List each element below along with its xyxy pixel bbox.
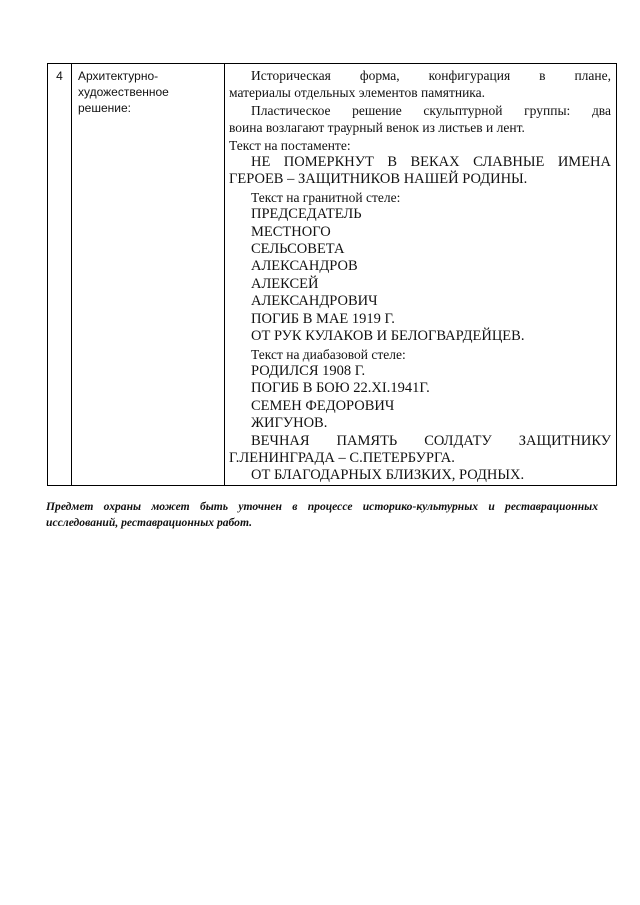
diabase-inscription-line: СЕМЕН ФЕДОРОВИЧ [251,397,395,414]
footnote: Предмет охраны может быть уточнен в процессе историко-культурных и реставрационных исследований, реставрационных работ. [46,499,598,529]
protection-subject-table [47,63,617,486]
granite-inscription-line: ПОГИБ В МАЕ 1919 Г. [251,310,395,327]
row-description [225,64,617,486]
row-name-line: художественное [78,85,169,99]
form-text-line: материалы отдельных элементов памятника. [229,85,486,101]
row-number: 4 [48,64,72,486]
pedestal-inscription-line: ГЕРОЕВ – ЗАЩИТНИКОВ НАШЕЙ РОДИНЫ. [229,171,528,188]
form-text-line: Историческая форма, конфигурация в плане, [251,68,611,83]
row-name-line: решение: [78,101,131,115]
granite-inscription-line: АЛЕКСАНДРОВ [251,258,358,275]
pedestal-inscription-line: НЕ ПОМЕРКНУТ В ВЕКАХ СЛАВНЫЕ ИМЕНА [251,154,611,171]
granite-inscription-line: АЛЕКСАНДРОВИЧ [251,293,378,310]
granite-inscription-line: АЛЕКСЕЙ [251,275,319,292]
eternal-memory-line: ВЕЧНАЯ ПАМЯТЬ СОЛДАТУ ЗАЩИТНИКУ [251,432,611,449]
diabase-inscription-line: ЖИГУНОВ. [251,415,328,432]
granite-stele-label: Текст на гранитной стеле: [251,189,401,205]
pedestal-label: Текст на постаменте: [229,137,351,153]
diabase-stele-label: Текст на диабазовой стеле: [251,346,406,362]
row-name-line: Архитектурно- [78,69,159,83]
row-name [72,64,225,486]
granite-inscription-line: СЕЛЬСОВЕТА [251,241,345,258]
granite-inscription-line: ПРЕДСЕДАТЕЛЬ [251,206,362,223]
sculpture-text-line: Пластическое решение скульптурной группы: два [251,102,611,118]
granite-inscription-line: ОТ РУК КУЛАКОВ И БЕЛОГВАРДЕЙЦЕВ. [251,328,525,345]
diabase-inscription-line: ПОГИБ В БОЮ 22.XI.1941Г. [251,380,430,397]
diabase-inscription-line: РОДИЛСЯ 1908 Г. [251,362,366,379]
sculpture-text-line: воина возлагают траурный венок из листьев и лент. [229,120,525,136]
granite-inscription-line: МЕСТНОГО [251,223,331,240]
closing-inscription-line: ОТ БЛАГОДАРНЫХ БЛИЗКИХ, РОДНЫХ. [251,467,525,484]
eternal-memory-line: Г.ЛЕНИНГРАДА – С.ПЕТЕРБУРГА. [229,449,455,466]
table-row [48,64,617,486]
